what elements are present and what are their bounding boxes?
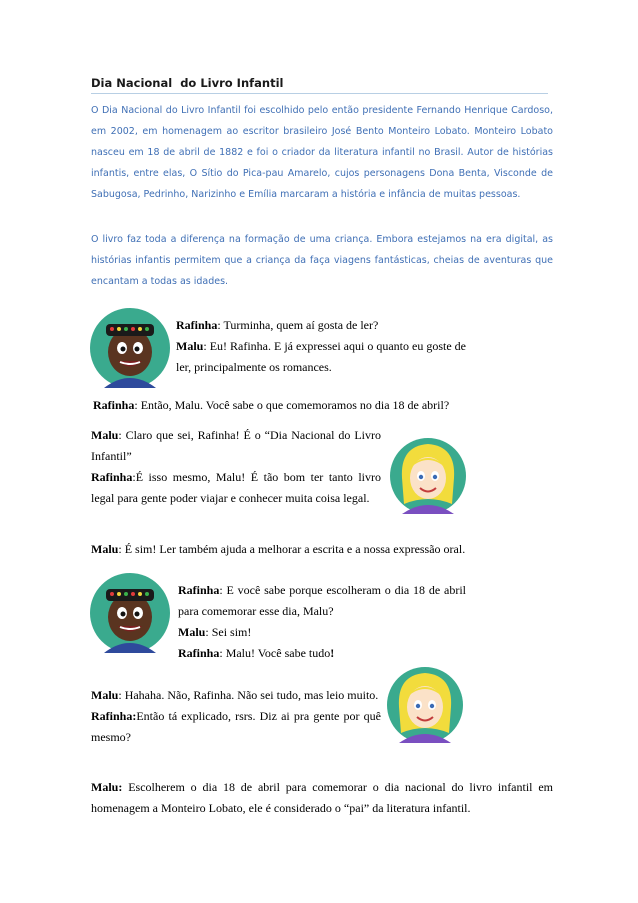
dialogue-line: Turminha, quem aí gosta de ler? — [223, 318, 379, 332]
speaker-malu: Malu — [91, 542, 119, 556]
speaker-rafinha: Rafinha — [176, 318, 218, 332]
malu-avatar — [385, 663, 465, 747]
speaker-malu: Malu — [176, 339, 204, 353]
title-underline — [91, 93, 548, 94]
dialogue-block-7: Malu: Escolherem o dia 18 de abril para comemorar o dia nacional do livro infantil em homenagem a Monteiro Lobato, ele é considerado o “pai” da literatura infantil. — [91, 780, 554, 815]
rafinha-avatar — [88, 571, 172, 655]
speaker-rafinha: Rafinha — [91, 470, 133, 484]
dialogue-line: Escolherem o dia 18 de abril para comemorar o dia nacional do livro infantil em homenagem a Monteiro Lobato, ele é considerado o “pai” da literatura infantil. — [91, 780, 554, 815]
dialogue-line: Hahaha. Não, Rafinha. Não sei tudo, mas leio muito. — [124, 688, 379, 702]
speaker-rafinha: Rafinha — [91, 709, 133, 723]
speaker-malu: Malu — [91, 428, 119, 442]
dialogue-line: Sei sim! — [211, 625, 252, 639]
dialogue-line: É sim! Ler também ajuda a melhorar a escrita e a nossa expressão oral. — [124, 542, 466, 556]
malu-avatar — [388, 434, 468, 518]
dialogue-block-3: Malu: Claro que sei, Rafinha! É o “Dia Nacional do Livro Infantil” Rafinha:É isso mesmo, Malu! É tão bom ter tanto livro legal para gente poder viajar e conhecer muita coisa legal. — [91, 428, 381, 505]
speaker-malu: Malu — [178, 625, 206, 639]
speaker-malu: Malu — [91, 688, 119, 702]
dialogue-line: E você sabe porque escolheram o dia 18 de abril para comemorar esse dia, Malu? — [178, 583, 466, 618]
speaker-malu: Malu — [91, 780, 119, 794]
dialogue-line: Claro que sei, Rafinha! É o “Dia Nacional do Livro Infantil” — [91, 428, 381, 463]
intro-paragraph-1: O Dia Nacional do Livro Infantil foi escolhido pelo então presidente Fernando Henrique Cardoso, em 2002, em homenagem ao escritor brasileiro José Bento Monteiro Lobato. Monteiro Lobato nasceu em 18 de abril de 1882 e foi o criador da literatura infantil no Brasil. Autor de histórias infantis, entre elas, O Sítio do Pica-pau Amarelo, cujos personagens Dona Benta, Visconde de Sabugosa, Pedrinho, Narizinho e Emília marcaram a história e infância de muitas pessoas. — [91, 105, 553, 200]
speaker-rafinha: Rafinha — [178, 646, 220, 660]
dialogue-block-2: Rafinha: Então, Malu. Você sabe o que comemoramos no dia 18 de abril? — [93, 398, 450, 412]
document-title: Dia Nacional do Livro Infantil — [91, 76, 284, 90]
dialogue-line: Então, Malu. Você sabe o que comemoramos no dia 18 de abril? — [140, 398, 450, 412]
speaker-rafinha: Rafinha — [178, 583, 220, 597]
dialogue-line: É isso mesmo, Malu! É tão bom ter tanto livro legal para gente poder viajar e conhecer muita coisa legal. — [91, 470, 381, 505]
speaker-rafinha: Rafinha — [93, 398, 135, 412]
dialogue-line: Eu! Rafinha. E já expressei aqui o quanto eu goste de ler, principalmente os romances. — [176, 339, 466, 374]
dialogue-line: Então tá explicado, rsrs. Diz ai pra gente por quê mesmo? — [91, 709, 381, 744]
dialogue-block-1: Rafinha: Turminha, quem aí gosta de ler? Malu: Eu! Rafinha. E já expressei aqui o quanto eu goste de ler, principalmente os romances. — [176, 318, 466, 374]
dialogue-block-6: Malu: Hahaha. Não, Rafinha. Não sei tudo, mas leio muito. Rafinha:Então tá explicado, rsrs. Diz ai pra gente por quê mesmo? — [91, 688, 381, 744]
intro-paragraph-2: O livro faz toda a diferença na formação de uma criança. Embora estejamos na era digital, as histórias infantis permitem que a criança da faça viagens fantásticas, cheias de aventuras que encantam a todas as idades. — [91, 234, 553, 287]
dialogue-line: Malu! Você sabe tudo — [225, 646, 331, 660]
rafinha-avatar — [88, 306, 172, 390]
dialogue-block-5: Rafinha: E você sabe porque escolheram o dia 18 de abril para comemorar esse dia, Malu? Malu: Sei sim! Rafinha: Malu! Você sabe tudo! — [178, 583, 466, 660]
exclamation-mark: ! — [330, 646, 335, 660]
dialogue-block-4: Malu: É sim! Ler também ajuda a melhorar a escrita e a nossa expressão oral. — [91, 542, 466, 556]
